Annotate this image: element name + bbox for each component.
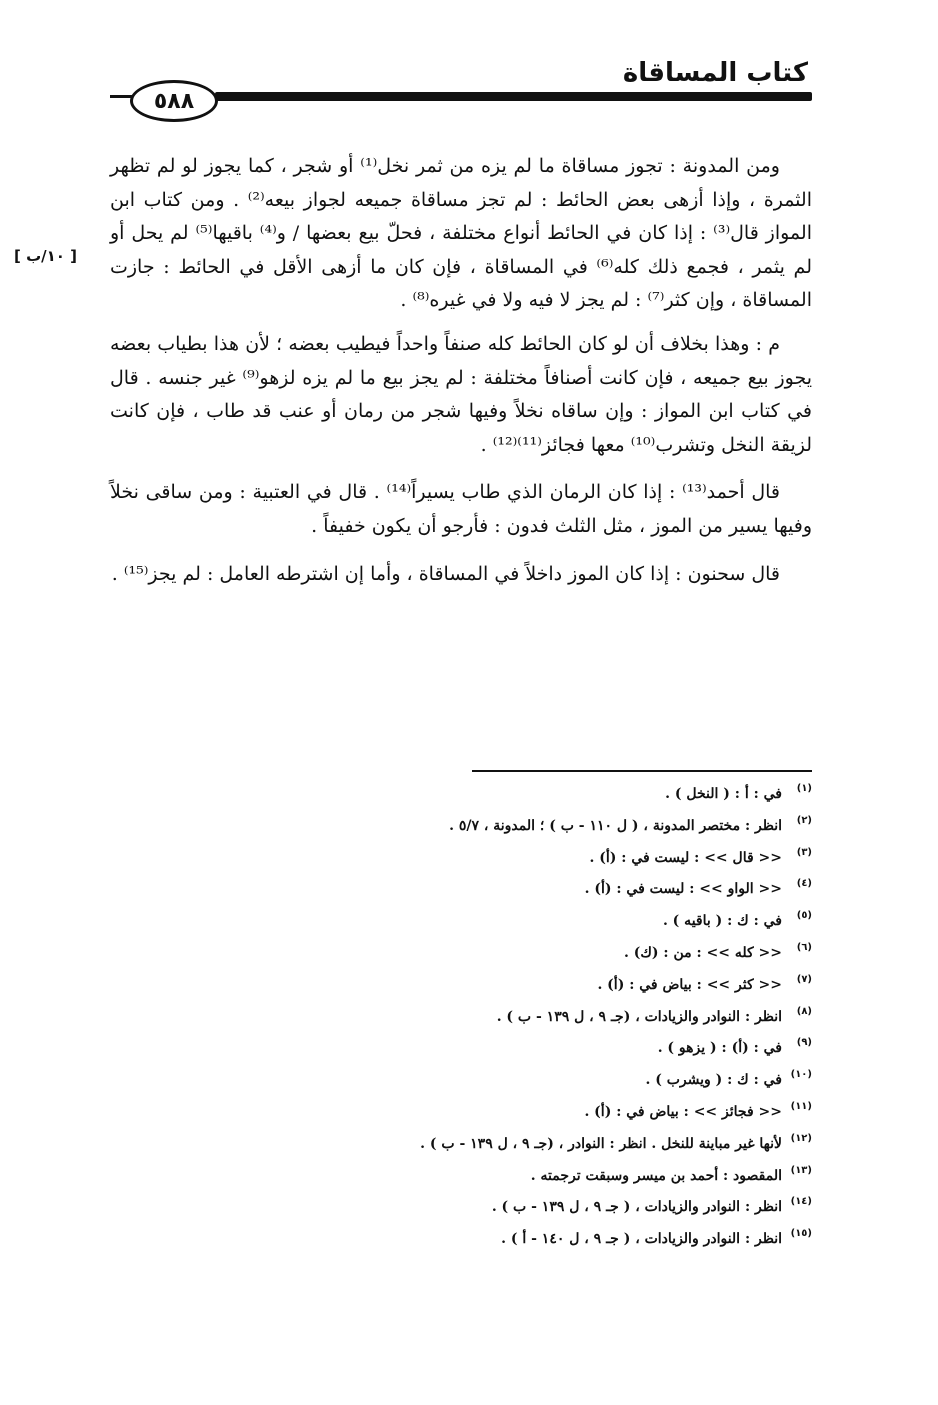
footnote-text: انظر : النوادر والزيادات ، ( جـ ٩ ، ل ١٣٩ - ب ) . bbox=[491, 1199, 782, 1216]
footnote bbox=[192, 1068, 812, 1100]
footnote-number: (١٠) bbox=[790, 1069, 812, 1081]
footnote-number: (١٤) bbox=[790, 1196, 812, 1208]
footnote-text: لأنها غير مباينة للنخل . انظر : النوادر ، (جـ ٩ ، ل ١٣٩ - ب ) . bbox=[420, 1135, 782, 1152]
footnote-text: << فجائز >> : بياض في : (أ) . bbox=[584, 1103, 782, 1120]
footnote-number: (٨) bbox=[796, 1005, 812, 1017]
footnote bbox=[192, 909, 812, 941]
footnote bbox=[192, 877, 812, 909]
footnote-text: << قال >> : ليست في : (أ) . bbox=[589, 849, 782, 866]
footnote bbox=[192, 1195, 812, 1227]
footnote bbox=[192, 941, 812, 973]
footnote-number: (١١) bbox=[790, 1100, 812, 1112]
footnote bbox=[192, 1132, 812, 1164]
paragraph-4: قال سحنون : إذا كان الموز داخلاً في المساقاة ، وأما إن اشترطه العامل : لم يجز⁽¹⁵⁾ . bbox=[111, 562, 780, 585]
footnote-text: في : ك : ( ويشرب ) . bbox=[645, 1072, 782, 1089]
footnote bbox=[192, 1005, 812, 1037]
footnote-text: << كله >> : من : (ك) . bbox=[624, 944, 782, 961]
footnote bbox=[192, 1227, 812, 1259]
footnote-text: انظر : النوادر والزيادات ، ( جـ ٩ ، ل ١٤٠ - أ ) . bbox=[501, 1231, 782, 1248]
paragraph-1: ومن المدونة : تجوز مساقاة ما لم يزه من ثمر نخل⁽¹⁾ أو شجر ، كما يجوز لو لم تظهر الثمرة ، وإذا أزهى بعض الحائط : لم تجز مساقاة جميعه لجواز بيعه⁽²⁾ . ومن كتاب ابن المواز قال⁽³⁾ : إذا كان في الحائط أنواع مختلفة ، فحلّ بيع بعضها / و⁽⁴⁾ باقيها⁽⁵⁾ لم يحل أو لم يثمر ، فجمع ذلك كله⁽⁶⁾ في المساقاة ، فإن كان ما أزهى الأقل في الحائط : جازت المساقاة ، وإن كثر⁽⁷⁾ : لم يجز لا فيه ولا في غيره⁽⁸⁾ . bbox=[110, 155, 812, 312]
footnote-number: (١٣) bbox=[790, 1164, 812, 1176]
footnote-number: (١) bbox=[796, 783, 812, 794]
footnote-text: المقصود : أحمد بن ميسر وسبقت ترجمته . bbox=[530, 1167, 782, 1184]
main-text bbox=[110, 150, 812, 605]
paragraph-3: قال أحمد⁽¹³⁾ : إذا كان الرمان الذي طاب يسيراً⁽¹⁴⁾ . قال في العتبية : ومن ساقى نخلاً وفيها يسير من الموز ، مثل الثلث فدون : فأرجو أن يكون خفيفاً . bbox=[110, 481, 812, 537]
footnote-text: في : أ : ( النخل ) . bbox=[665, 786, 782, 802]
footnote-number: (٦) bbox=[796, 941, 812, 953]
footnote-separator bbox=[472, 770, 812, 772]
footnote-text: في : ك : ( باقيه ) . bbox=[662, 913, 782, 930]
footnote bbox=[192, 973, 812, 1005]
footnote-text: << الواو >> : ليست في : (أ) . bbox=[584, 881, 782, 898]
footnote-number: (١٢) bbox=[790, 1132, 812, 1144]
footnote-number: (٤) bbox=[796, 878, 812, 890]
footnote-number: (٧) bbox=[796, 973, 812, 985]
header-rule bbox=[215, 92, 812, 101]
footnote-text: في : (أ) : ( يزهو ) . bbox=[657, 1040, 782, 1057]
footnote-number: (٣) bbox=[796, 846, 812, 858]
footnote-text: انظر : مختصر المدونة ، ( ل ١١٠ - ب ) ؛ المدونة ، ٥/٧ . bbox=[449, 817, 782, 834]
footnote-number: (٥) bbox=[796, 910, 812, 922]
footnote-number: (٩) bbox=[796, 1037, 812, 1049]
footnotes-list bbox=[192, 782, 812, 1259]
book-title: كتاب المساقاة bbox=[622, 58, 808, 88]
footnote-text: << كثر >> : بياض في : (أ) . bbox=[597, 976, 782, 993]
footnote bbox=[192, 814, 812, 846]
footnote-number: (٢) bbox=[796, 814, 812, 826]
footnote-number: (١٥) bbox=[790, 1228, 812, 1240]
page-number: ٥٨٨ bbox=[130, 80, 218, 122]
manuscript-folio-note: [ ١٠/ب ] bbox=[14, 247, 78, 265]
footnote bbox=[192, 1100, 812, 1132]
footnote bbox=[192, 1164, 812, 1196]
paragraph-2: م : وهذا بخلاف أن لو كان الحائط كله صنفاً واحداً فيطيب بعضه ؛ لأن هذا بطياب بعضه يجوز بيع جميعه ، فإن كانت أصنافاً مختلفة : لم يجز بيع ما لم يزه لزهو⁽⁹⁾ غير جنسه . قال في كتاب ابن المواز : وإن ساقاه نخلاً وفيها شجر من رمان أو عنب قد طاب ، فإن كانت لزيقة النخل وتشرب⁽¹⁰⁾ معها فجائز⁽¹¹⁾⁽¹²⁾ . bbox=[110, 332, 812, 456]
footnote bbox=[192, 1036, 812, 1068]
footnote-text: انظر : النوادر والزيادات ، (جـ ٩ ، ل ١٣٩ - ب ) . bbox=[496, 1008, 782, 1025]
footnote bbox=[192, 782, 812, 814]
footnote bbox=[192, 846, 812, 878]
